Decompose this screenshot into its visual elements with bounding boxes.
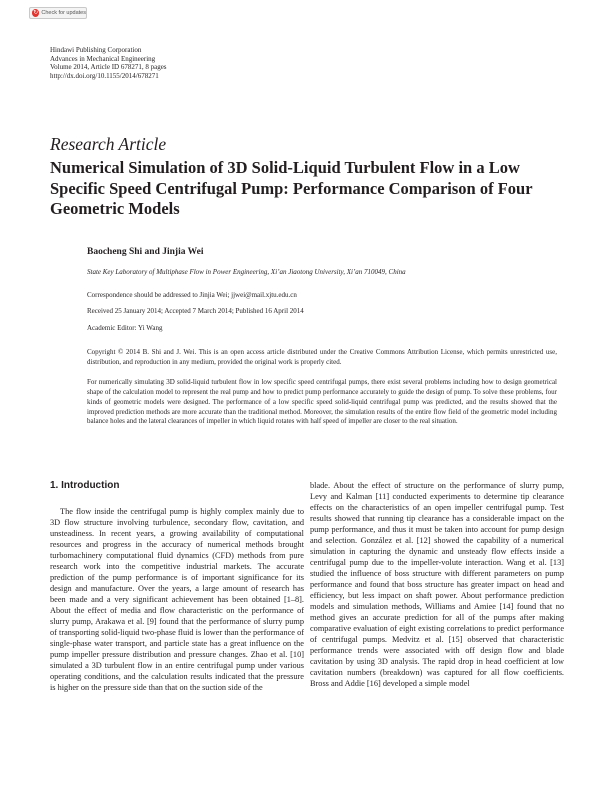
left-column bbox=[50, 480, 304, 693]
badge-label: Check for updates bbox=[41, 10, 86, 16]
intro-paragraph-right: blade. About the effect of structure on the performance of slurry pump, Levy and Kalman [11] conducted experiments to determine tip clearance effects on the characteristics of an open impeller centrifugal pump. Test results showed that running tip clearance has a considerable impact on the pump performance, and thus it must be taken into account for pump design and selection. González et al. [12] showed the capability of a numerical simulation in capturing the dynamic and unsteady flow effects inside a centrifugal pump due to the impeller-volute interaction. Wang et al. [13] studied the influence of boss structure with different parameters on pump performance and found that boss structure has greater impact on head and efficiency, but less impact on shaft power. About performance prediction models and simulation methods, Williams and Amiee [14] found that no method gives an accurate prediction for all of the pumps after making comparative evaluation of eight existing correlations to predict performance of centrifugal pumps. Medvitz et al. [15] observed that characteristic performance trends were associated with off design flow and blade cavitation by using 3D analysis. The rapid drop in head coefficient at low cavitation numbers (breakdown) was captured for all flow coefficients. Bross and Addie [16] developed a simple model bbox=[310, 481, 564, 688]
journal-name-line: Advances in Mechanical Engineering bbox=[50, 54, 156, 63]
publication-dates: Received 25 January 2014; Accepted 7 March 2014; Published 16 April 2014 bbox=[87, 307, 304, 315]
section-title: 1. Introduction bbox=[50, 480, 120, 491]
volume-line: Volume 2014, Article ID 678271, 8 pages bbox=[50, 63, 167, 72]
academic-editor: Academic Editor: Yi Wang bbox=[87, 324, 163, 332]
check-for-updates-badge[interactable] bbox=[29, 7, 87, 19]
refresh-icon: ↻ bbox=[33, 9, 39, 16]
journal-info bbox=[50, 46, 167, 80]
copyright-notice: Copyright © 2014 B. Shi and J. Wei. This is an open access article distributed under the Creative Commons Attribution License, which permits unrestricted use, distribution, and reproduction in any medium, provided the original work is properly cited. bbox=[87, 348, 557, 366]
publisher-line: Hindawi Publishing Corporation bbox=[50, 46, 142, 54]
intro-paragraph-left: The flow inside the centrifugal pump is highly complex mainly due to 3D flow structure involving turbulence, secondary flow, cavitation, and unsteadiness. In recent years, a growing availability of computational resources and progress in the accuracy of numerical methods brought turbomachinery computational fluid dynamics (CFD) methods from pure research work into the competitive industrial markets. The accurate prediction of the pump performance is of important significance for its design and manufacture. Over the years, a large amount of research has been made and a very significant achievement has been obtained [1–8]. About the effect of media and flow characteristic on the performance of slurry pump, Arakawa et al. [9] found that the performance of slurry pump of transporting solid-liquid two-phase fluid is lower than the performance of single-phase water transport, and particle state has a great influence on the pump impeller pressure distribution and pressure changes. Zhao et al. [10] simulated a 3D turbulent flow in an entire centrifugal pump under various operating conditions, and the calculation results indicated that the pressure is higher on the pressure side than that on the suction side of the bbox=[50, 507, 304, 692]
article-title: Numerical Simulation of 3D Solid-Liquid Turbulent Flow in a Low Specific Speed Centrifugal Pump: Performance Comparison of Four Geometric Models bbox=[50, 158, 533, 218]
right-column bbox=[310, 480, 564, 689]
authors: Baocheng Shi and Jinjia Wei bbox=[87, 247, 204, 257]
doi-link[interactable]: http://dx.doi.org/10.1155/2014/678271 bbox=[50, 71, 159, 80]
abstract: For numerically simulating 3D solid-liquid turbulent flow in low specific speed centrifugal pumps, there exist several problems including how to design geometrical shape of the calculation model to represent the real pump and how to predict pump performance accurately to guide the design of pump. To solve these problems, four kinds of geometric models were designed. The performance of a low specific speed solid-liquid centrifugal pump was predicted, and the results showed that the improved prediction methods are more accurate than the traditional method. Moreover, the simulation results of the entire flow field of the geometric model including balance holes and the lateral clearances of impeller in which liquid rotates with half speed of impeller are closer to the real situation. bbox=[87, 378, 557, 426]
affiliation: State Key Laboratory of Multiphase Flow in Power Engineering, Xi’an Jiaotong University, Xi’an 710049, China bbox=[87, 268, 406, 276]
correspondence: Correspondence should be addressed to Jinjia Wei; jjwei@mail.xjtu.edu.cn bbox=[87, 291, 297, 299]
article-type: Research Article bbox=[50, 134, 167, 154]
